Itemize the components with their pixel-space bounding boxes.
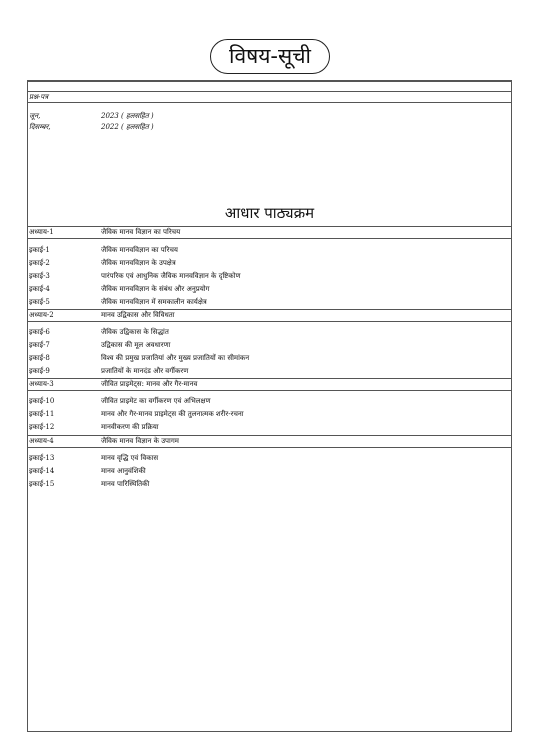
chapter-title: जैविक मानव विज्ञान का परिचय [101, 228, 181, 236]
unit-label: इकाई-12 [29, 423, 55, 431]
unit-label: इकाई-4 [29, 285, 50, 293]
contents-frame [27, 80, 512, 732]
chapter-row [28, 309, 511, 322]
unit-title: जैविक मानवविज्ञान का परिचय [101, 246, 178, 254]
unit-label: इकाई-14 [29, 467, 55, 475]
chapter-label: अध्याय-4 [29, 437, 54, 445]
unit-title: जैविक मानवविज्ञान में समकालीन कार्यक्षेत्र [101, 298, 207, 306]
unit-label: इकाई-8 [29, 354, 50, 362]
chapter-label: अध्याय-3 [29, 380, 54, 388]
unit-title: उद्विकास की मूल अवधारणा [101, 341, 171, 349]
unit-label: इकाई-2 [29, 259, 50, 267]
unit-label: इकाई-5 [29, 298, 50, 306]
chapter-row [28, 378, 511, 391]
unit-label: इकाई-1 [29, 246, 50, 254]
chapter-title: जीवित प्राइमेट्स: मानव और गैर-मानव [101, 380, 198, 388]
paper-text: 2022 ( हलसहित ) [101, 123, 154, 131]
unit-title: जैविक मानवविज्ञान के उपक्षेत्र [101, 259, 176, 267]
chapter-label: अध्याय-1 [29, 228, 54, 236]
unit-label: इकाई-13 [29, 454, 55, 462]
unit-label: इकाई-10 [29, 397, 55, 405]
chapter-title: जैविक मानव विज्ञान के उपागम [101, 437, 179, 445]
unit-title: जैविक उद्विकास के सिद्धांत [101, 328, 169, 336]
unit-title: मानवीकरण की प्रक्रिया [101, 423, 159, 431]
unit-title: जैविक मानवविज्ञान के संबंध और अनुप्रयोग [101, 285, 210, 293]
unit-title: प्रजातियों के मानदंड और वर्गीकरण [101, 367, 189, 375]
top-rule [28, 81, 511, 92]
paper-label: दिसम्बर, [29, 123, 51, 131]
papers-rule [28, 102, 511, 103]
unit-label: इकाई-15 [29, 480, 55, 488]
unit-label: इकाई-11 [29, 410, 55, 418]
chapter-row [28, 226, 511, 239]
chapter-title: मानव उद्विकास और विविधता [101, 311, 175, 319]
unit-title: मानव वृद्धि एवं विकास [101, 454, 159, 462]
chapter-label: अध्याय-2 [29, 311, 54, 319]
page-title: विषय-सूची [210, 39, 330, 74]
unit-title: विश्व की प्रमुख प्रजातियां और मुख्य प्रजातियों का सीमांकन [101, 354, 250, 362]
page-title-wrap [0, 39, 540, 74]
unit-title: पारंपरिक एवं आधुनिक जैविक मानवविज्ञान के दृष्टिकोण [101, 272, 241, 280]
previous-papers-heading: प्रश्न-पत्र [29, 93, 49, 101]
unit-label: इकाई-9 [29, 367, 50, 375]
unit-title: मानव पारिस्थितिकी [101, 480, 150, 488]
unit-label: इकाई-6 [29, 328, 50, 336]
chapter-row [28, 435, 511, 448]
unit-title: मानव और गैर-मानव प्राइमेट्स की तुलनात्मक शरीर-रचना [101, 410, 244, 418]
paper-label: जून, [29, 112, 41, 120]
unit-label: इकाई-3 [29, 272, 50, 280]
paper-text: 2023 ( हलसहित ) [101, 112, 154, 120]
unit-title: मानव आनुवंशिकी [101, 467, 146, 475]
unit-label: इकाई-7 [29, 341, 50, 349]
unit-title: जीवित प्राइमेट का वर्गीकरण एवं अभिलक्षण [101, 397, 211, 405]
syllabus-title: आधार पाठ्यक्रम [224, 204, 315, 222]
